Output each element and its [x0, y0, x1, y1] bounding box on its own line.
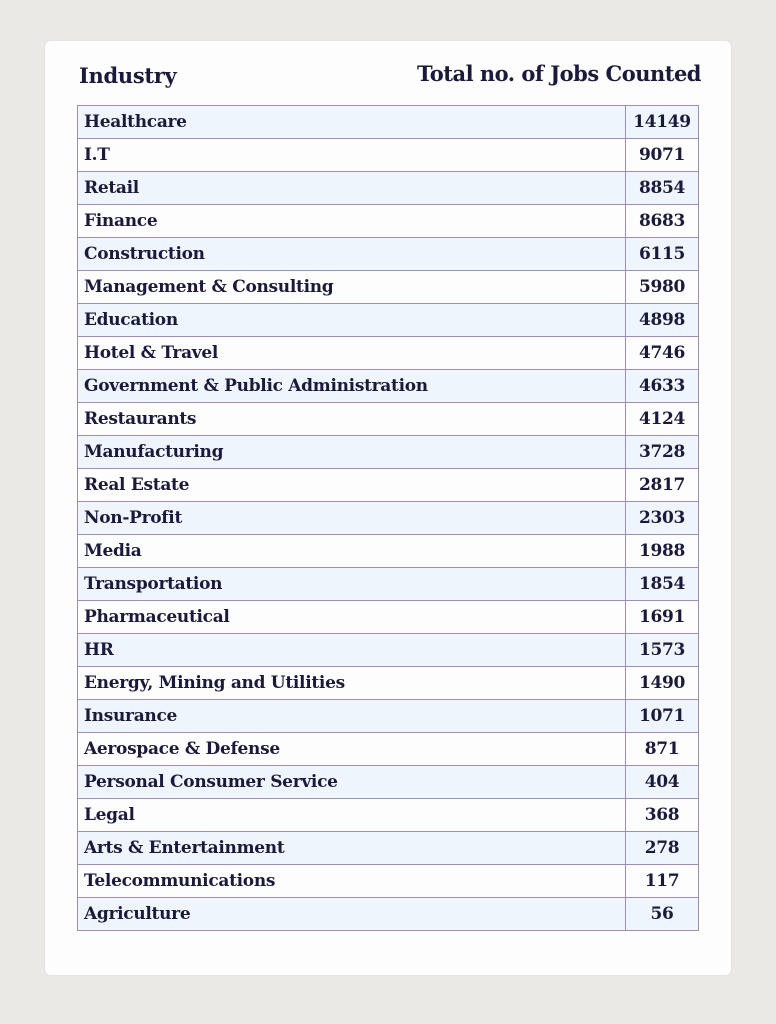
jobs-count-cell: 2303 — [626, 502, 699, 535]
jobs-count-cell: 4898 — [626, 304, 699, 337]
table-row — [78, 469, 699, 502]
table-row — [78, 667, 699, 700]
table-row — [78, 403, 699, 436]
table-row — [78, 370, 699, 403]
jobs-count-cell: 14149 — [626, 106, 699, 139]
table-row — [78, 568, 699, 601]
table-row — [78, 271, 699, 304]
industry-name-cell: HR — [78, 634, 626, 667]
industry-name-cell: Management & Consulting — [78, 271, 626, 304]
table-row — [78, 205, 699, 238]
jobs-count-cell: 1573 — [626, 634, 699, 667]
industry-name-cell: Legal — [78, 799, 626, 832]
industry-name-cell: Personal Consumer Service — [78, 766, 626, 799]
jobs-count-cell: 56 — [626, 898, 699, 931]
jobs-count-cell: 1854 — [626, 568, 699, 601]
industry-name-cell: Pharmaceutical — [78, 601, 626, 634]
jobs-count-cell: 1988 — [626, 535, 699, 568]
jobs-table — [77, 105, 699, 931]
industry-name-cell: Construction — [78, 238, 626, 271]
jobs-count-cell: 368 — [626, 799, 699, 832]
industry-name-cell: Restaurants — [78, 403, 626, 436]
table-card — [45, 41, 731, 975]
industry-name-cell: I.T — [78, 139, 626, 172]
table-row — [78, 832, 699, 865]
jobs-count-cell: 5980 — [626, 271, 699, 304]
industry-name-cell: Insurance — [78, 700, 626, 733]
table-row — [78, 337, 699, 370]
industry-name-cell: Education — [78, 304, 626, 337]
industry-name-cell: Arts & Entertainment — [78, 832, 626, 865]
industry-name-cell: Retail — [78, 172, 626, 205]
table-row — [78, 898, 699, 931]
industry-name-cell: Finance — [78, 205, 626, 238]
industry-name-cell: Healthcare — [78, 106, 626, 139]
table-row — [78, 865, 699, 898]
industry-name-cell: Hotel & Travel — [78, 337, 626, 370]
jobs-count-cell: 3728 — [626, 436, 699, 469]
industry-name-cell: Aerospace & Defense — [78, 733, 626, 766]
jobs-count-cell: 2817 — [626, 469, 699, 502]
jobs-count-cell: 4633 — [626, 370, 699, 403]
industry-column-header: Industry — [79, 63, 177, 88]
industry-name-cell: Telecommunications — [78, 865, 626, 898]
jobs-count-cell: 404 — [626, 766, 699, 799]
table-row — [78, 733, 699, 766]
table-row — [78, 436, 699, 469]
jobs-count-cell: 6115 — [626, 238, 699, 271]
jobs-count-cell: 1691 — [626, 601, 699, 634]
table-row — [78, 535, 699, 568]
table-row — [78, 601, 699, 634]
industry-name-cell: Energy, Mining and Utilities — [78, 667, 626, 700]
table-row — [78, 106, 699, 139]
table-row — [78, 304, 699, 337]
table-row — [78, 238, 699, 271]
industry-name-cell: Manufacturing — [78, 436, 626, 469]
jobs-count-cell: 4124 — [626, 403, 699, 436]
jobs-count-cell: 1071 — [626, 700, 699, 733]
jobs-count-cell: 871 — [626, 733, 699, 766]
industry-name-cell: Transportation — [78, 568, 626, 601]
table-row — [78, 139, 699, 172]
table-row — [78, 172, 699, 205]
table-row — [78, 766, 699, 799]
jobs-count-cell: 278 — [626, 832, 699, 865]
industry-name-cell: Real Estate — [78, 469, 626, 502]
jobs-count-cell: 117 — [626, 865, 699, 898]
jobs-count-cell: 8683 — [626, 205, 699, 238]
industry-name-cell: Non-Profit — [78, 502, 626, 535]
industry-name-cell: Media — [78, 535, 626, 568]
industry-name-cell: Agriculture — [78, 898, 626, 931]
jobs-count-cell: 4746 — [626, 337, 699, 370]
jobs-count-column-header: Total no. of Jobs Counted — [417, 61, 701, 86]
jobs-table-body — [78, 106, 699, 931]
table-row — [78, 700, 699, 733]
jobs-count-cell: 9071 — [626, 139, 699, 172]
jobs-count-cell: 1490 — [626, 667, 699, 700]
table-row — [78, 799, 699, 832]
table-row — [78, 634, 699, 667]
jobs-count-cell: 8854 — [626, 172, 699, 205]
table-row — [78, 502, 699, 535]
industry-name-cell: Government & Public Administration — [78, 370, 626, 403]
